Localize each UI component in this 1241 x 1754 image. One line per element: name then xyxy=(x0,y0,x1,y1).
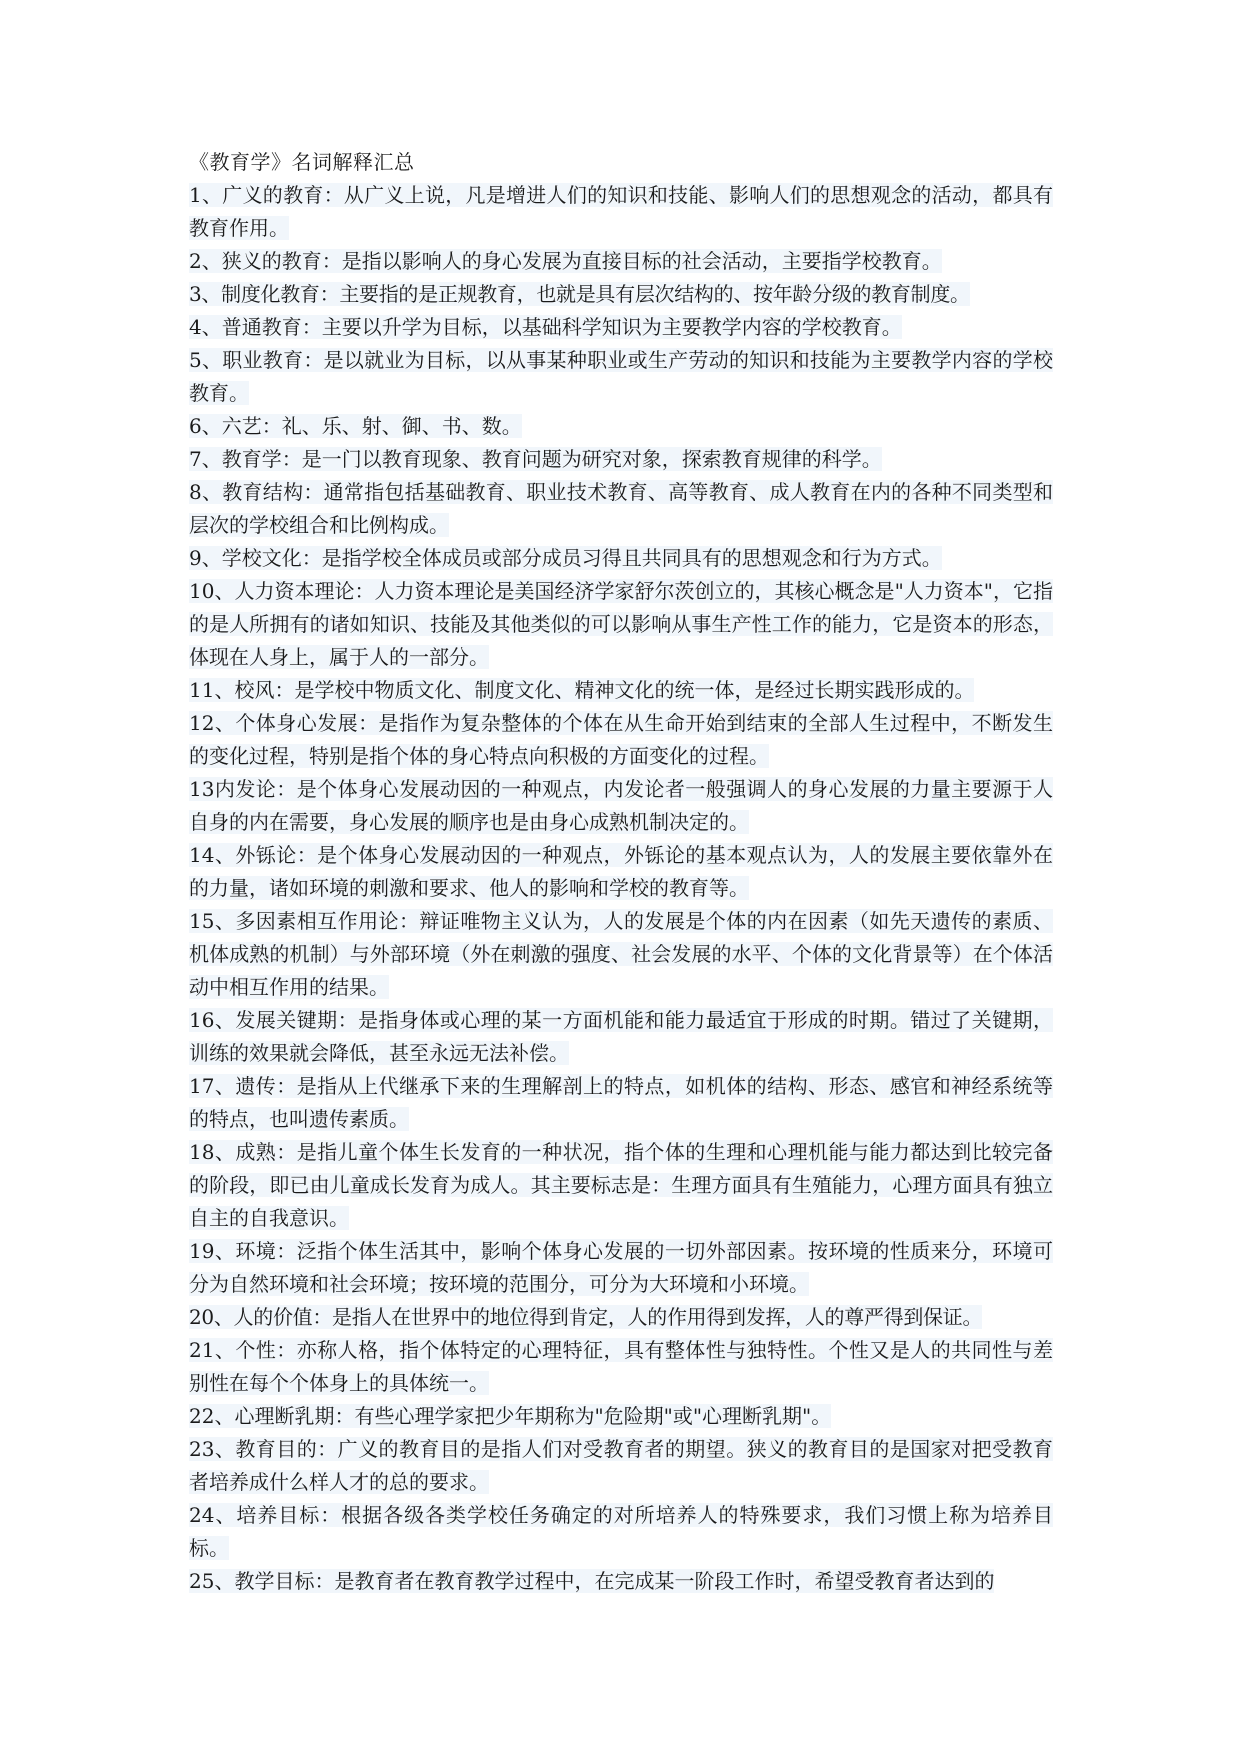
entry-text: 22、心理断乳期：有些心理学家把少年期称为"危险期"或"心理断乳期"。 xyxy=(189,1404,832,1428)
definition-entry xyxy=(189,179,1053,245)
document-page xyxy=(189,146,1053,1598)
definition-entry xyxy=(189,1565,1053,1598)
definition-entry xyxy=(189,905,1053,1004)
definition-entry xyxy=(189,1499,1053,1565)
definition-list xyxy=(189,179,1053,1598)
entry-text: 19、环境：泛指个体生活其中，影响个体身心发展的一切外部因素。按环境的性质来分，环境可分为自然环境和社会环境；按环境的范围分，可分为大环境和小环境。 xyxy=(189,1239,1053,1296)
definition-entry xyxy=(189,542,1053,575)
entry-text: 15、多因素相互作用论：辩证唯物主义认为，人的发展是个体的内在因素（如先天遗传的素质、机体成熟的机制）与外部环境（外在刺激的强度、社会发展的水平、个体的文化背景等）在个体活动中相互作用的结果。 xyxy=(189,909,1053,999)
entry-text: 13内发论：是个体身心发展动因的一种观点，内发论者一般强调人的身心发展的力量主要源于人自身的内在需要，身心发展的顺序也是由身心成熟机制决定的。 xyxy=(189,777,1053,834)
entry-text: 10、人力资本理论：人力资本理论是美国经济学家舒尔茨创立的，其核心概念是"人力资本"，它指的是人所拥有的诸如知识、技能及其他类似的可以影响从事生产性工作的能力，它是资本的形态，体现在人身上，属于人的一部分。 xyxy=(189,579,1053,669)
entry-text: 24、培养目标：根据各级各类学校任务确定的对所培养人的特殊要求，我们习惯上称为培养目标。 xyxy=(189,1503,1053,1560)
definition-entry xyxy=(189,707,1053,773)
definition-entry xyxy=(189,311,1053,344)
entry-text: 21、个性：亦称人格，指个体特定的心理特征，具有整体性与独特性。个性又是人的共同性与差别性在每个个体身上的具体统一。 xyxy=(189,1338,1053,1395)
entry-text: 11、校风：是学校中物质文化、制度文化、精神文化的统一体，是经过长期实践形成的。 xyxy=(189,678,975,702)
definition-entry xyxy=(189,1301,1053,1334)
entry-text: 18、成熟：是指儿童个体生长发育的一种状况，指个体的生理和心理机能与能力都达到比较完备的阶段，即已由儿童成长发育为成人。其主要标志是：生理方面具有生殖能力，心理方面具有独立自主的自我意识。 xyxy=(189,1140,1053,1230)
entry-text: 16、发展关键期：是指身体或心理的某一方面机能和能力最适宜于形成的时期。错过了关键期，训练的效果就会降低，甚至永远无法补偿。 xyxy=(189,1008,1053,1065)
definition-entry xyxy=(189,1433,1053,1499)
definition-entry xyxy=(189,674,1053,707)
definition-entry xyxy=(189,1070,1053,1136)
entry-text: 20、人的价值：是指人在世界中的地位得到肯定，人的作用得到发挥，人的尊严得到保证。 xyxy=(189,1305,983,1329)
entry-text: 2、狭义的教育：是指以影响人的身心发展为直接目标的社会活动，主要指学校教育。 xyxy=(189,249,942,273)
entry-text: 23、教育目的：广义的教育目的是指人们对受教育者的期望。狭义的教育目的是国家对把受教育者培养成什么样人才的总的要求。 xyxy=(189,1437,1053,1494)
definition-entry xyxy=(189,1004,1053,1070)
entry-text: 12、个体身心发展：是指作为复杂整体的个体在从生命开始到结束的全部人生过程中，不断发生的变化过程，特别是指个体的身心特点向积极的方面变化的过程。 xyxy=(189,711,1053,768)
entry-text: 25、教学目标：是教育者在教育教学过程中，在完成某一阶段工作时，希望受教育者达到的 xyxy=(189,1569,995,1593)
entry-text: 1、广义的教育：从广义上说，凡是增进人们的知识和技能、影响人们的思想观念的活动，都具有教育作用。 xyxy=(189,183,1053,240)
definition-entry xyxy=(189,1400,1053,1433)
entry-text: 4、普通教育：主要以升学为目标，以基础科学知识为主要教学内容的学校教育。 xyxy=(189,315,902,339)
definition-entry xyxy=(189,1334,1053,1400)
entry-text: 7、教育学：是一门以教育现象、教育问题为研究对象，探索教育规律的科学。 xyxy=(189,447,882,471)
entry-text: 6、六艺：礼、乐、射、御、书、数。 xyxy=(189,414,522,438)
entry-text: 5、职业教育：是以就业为目标，以从事某种职业或生产劳动的知识和技能为主要教学内容的学校教育。 xyxy=(189,348,1053,405)
entry-text: 3、制度化教育：主要指的是正规教育，也就是具有层次结构的、按年龄分级的教育制度。 xyxy=(189,282,970,306)
entry-text: 9、学校文化：是指学校全体成员或部分成员习得且共同具有的思想观念和行为方式。 xyxy=(189,546,942,570)
definition-entry xyxy=(189,245,1053,278)
entry-text: 17、遗传：是指从上代继承下来的生理解剖上的特点，如机体的结构、形态、感官和神经系统等的特点，也叫遗传素质。 xyxy=(189,1074,1053,1131)
definition-entry xyxy=(189,344,1053,410)
entry-text: 14、外铄论：是个体身心发展动因的一种观点，外铄论的基本观点认为，人的发展主要依靠外在的力量，诸如环境的刺激和要求、他人的影响和学校的教育等。 xyxy=(189,843,1053,900)
definition-entry xyxy=(189,476,1053,542)
document-title: 《教育学》名词解释汇总 xyxy=(189,150,415,174)
definition-entry xyxy=(189,443,1053,476)
definition-entry xyxy=(189,575,1053,674)
definition-entry xyxy=(189,839,1053,905)
definition-entry xyxy=(189,1136,1053,1235)
definition-entry xyxy=(189,278,1053,311)
definition-entry xyxy=(189,410,1053,443)
definition-entry xyxy=(189,1235,1053,1301)
definition-entry xyxy=(189,773,1053,839)
entry-text: 8、教育结构：通常指包括基础教育、职业技术教育、高等教育、成人教育在内的各种不同类型和层次的学校组合和比例构成。 xyxy=(189,480,1053,537)
